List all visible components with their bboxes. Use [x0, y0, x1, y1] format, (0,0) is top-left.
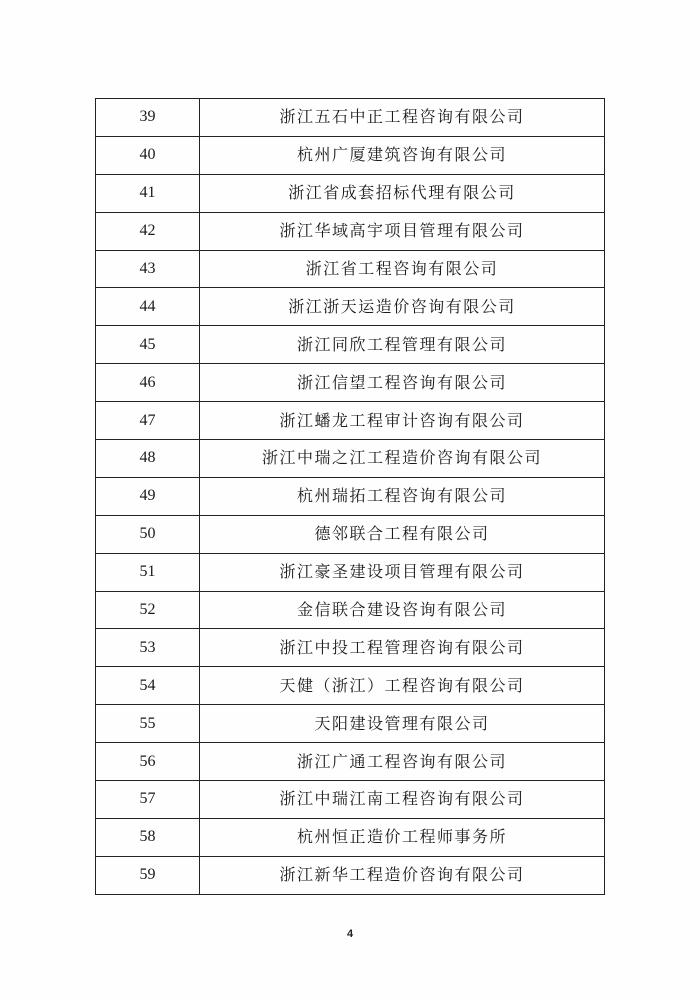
row-number: 41 [96, 174, 200, 212]
row-number: 52 [96, 591, 200, 629]
table-row [96, 212, 605, 250]
page-number: 4 [346, 928, 354, 940]
company-name: 浙江省成套招标代理有限公司 [200, 174, 605, 212]
company-name: 杭州广厦建筑咨询有限公司 [200, 136, 605, 174]
row-number: 42 [96, 212, 200, 250]
company-name: 天阳建设管理有限公司 [200, 705, 605, 743]
row-number: 43 [96, 250, 200, 288]
table-row [96, 856, 605, 894]
company-name: 浙江华域高宇项目管理有限公司 [200, 212, 605, 250]
table-row [96, 174, 605, 212]
table-row [96, 288, 605, 326]
company-name: 浙江同欣工程管理有限公司 [200, 326, 605, 364]
table-row [96, 743, 605, 781]
table-row [96, 364, 605, 402]
company-list-table [95, 98, 605, 895]
company-name: 浙江新华工程造价咨询有限公司 [200, 856, 605, 894]
table-row [96, 440, 605, 478]
row-number: 56 [96, 743, 200, 781]
row-number: 45 [96, 326, 200, 364]
company-name: 天健（浙江）工程咨询有限公司 [200, 667, 605, 705]
row-number: 50 [96, 515, 200, 553]
table-row [96, 515, 605, 553]
company-name: 浙江豪圣建设项目管理有限公司 [200, 553, 605, 591]
company-name: 浙江信望工程咨询有限公司 [200, 364, 605, 402]
table-row [96, 250, 605, 288]
company-name: 浙江蟠龙工程审计咨询有限公司 [200, 402, 605, 440]
company-name: 浙江中投工程管理咨询有限公司 [200, 629, 605, 667]
table-row [96, 99, 605, 137]
company-name: 杭州恒正造价工程师事务所 [200, 818, 605, 856]
company-name: 浙江浙天运造价咨询有限公司 [200, 288, 605, 326]
company-name: 金信联合建设咨询有限公司 [200, 591, 605, 629]
row-number: 47 [96, 402, 200, 440]
row-number: 58 [96, 818, 200, 856]
company-name: 德邻联合工程有限公司 [200, 515, 605, 553]
table-row [96, 326, 605, 364]
company-name: 浙江五石中正工程咨询有限公司 [200, 99, 605, 137]
row-number: 53 [96, 629, 200, 667]
row-number: 40 [96, 136, 200, 174]
company-name: 浙江中瑞之江工程造价咨询有限公司 [200, 440, 605, 478]
row-number: 49 [96, 477, 200, 515]
table-row [96, 629, 605, 667]
row-number: 57 [96, 781, 200, 819]
row-number: 48 [96, 440, 200, 478]
row-number: 55 [96, 705, 200, 743]
table-row [96, 402, 605, 440]
company-name: 浙江中瑞江南工程咨询有限公司 [200, 781, 605, 819]
table-row [96, 136, 605, 174]
table-row [96, 591, 605, 629]
company-name: 浙江广通工程咨询有限公司 [200, 743, 605, 781]
row-number: 51 [96, 553, 200, 591]
company-name: 浙江省工程咨询有限公司 [200, 250, 605, 288]
row-number: 44 [96, 288, 200, 326]
table-row [96, 553, 605, 591]
row-number: 54 [96, 667, 200, 705]
table-row [96, 477, 605, 515]
table-row [96, 781, 605, 819]
row-number: 39 [96, 99, 200, 137]
table-row [96, 818, 605, 856]
table-row [96, 705, 605, 743]
row-number: 46 [96, 364, 200, 402]
table-row [96, 667, 605, 705]
row-number: 59 [96, 856, 200, 894]
company-list-body [96, 99, 605, 895]
company-name: 杭州瑞拓工程咨询有限公司 [200, 477, 605, 515]
